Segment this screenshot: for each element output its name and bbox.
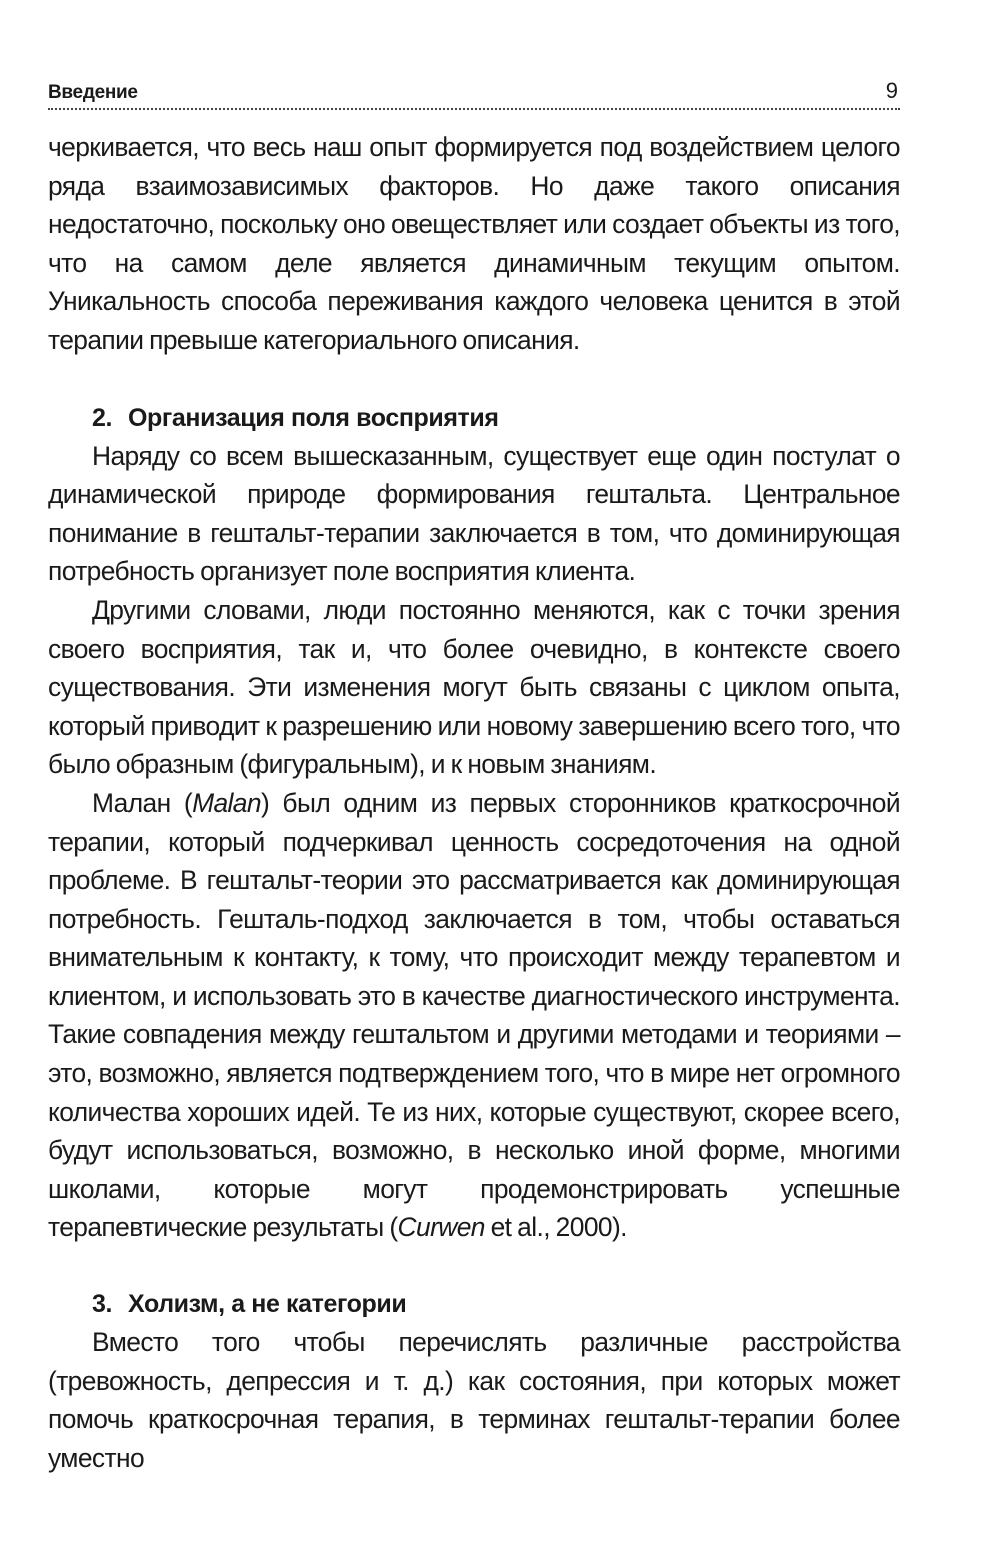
section-3-paragraph-1: Вместо того чтобы перечислять различные расстройства (тревожность, депрессия и т. д.) как состояния, при которых может помочь краткосрочная терапия, в терминах гештальт-терапии более уместно [48, 1327, 900, 1473]
paragraph-text: ) был одним из первых сторонников краткосрочной терапии, который подчеркивал ценность сосредоточения на одной проблеме. В гештальт-теории это рассматривается как доминирующая потребность. Гешталь-подход заключается в том, чтобы оставаться внимательным к контакту, к тому, что происходит между терапевтом и клиентом, и использовать это в качестве диагностического инструмента. Такие совпадения между гештальтом и другими методами и теориями – это, возможно, является подтверждением того, что в мире нет огромного количества хороших идей. Те из них, которые существуют, скорее всего, будут использоваться, возможно, в несколько иной форме, многими школами, которые могут продемонстрировать успешные терапевтические результаты ( [48, 787, 900, 1243]
citation-curwen: Curwen [397, 1212, 485, 1243]
section-title-2: Организация поля восприятия [128, 403, 499, 432]
paragraph-text: et al., 2000). [484, 1212, 627, 1243]
section-number-3: 3. [92, 1290, 113, 1319]
page-number: 9 [885, 78, 898, 103]
section-2-paragraph-2: Другими словами, люди постоянно меняются, как с точки зрения своего восприятия, так и, что более очевидно, в контексте своего существования. Эти изменения могут быть связаны с циклом опыта, который приводит к разрешению или новому завершению всего того, что было образным (фигуральным), и к новым знаниям. [48, 594, 900, 780]
running-header [48, 70, 900, 110]
section-number-2: 2. [92, 403, 113, 432]
section-2-paragraph-1: Наряду со всем вышесказанным, существует еще один постулат о динамической природе формирования гештальта. Центральное понимание в гештальт-терапии заключается в том, что доминирующая потребность организует поле восприятия клиента. [48, 440, 900, 587]
intro-paragraph: черкивается, что весь наш опыт формируется под воздействием целого ряда взаимозависимых факторов. Но даже такого описания недостаточно, поскольку оно овеществляет или создает объекты из того, что на самом деле является динамичным текущим опытом. Уникальность способа переживания каждого человека ценится в этой терапии превыше категориального описания. [48, 132, 900, 355]
paragraph-text: Малан ( [92, 787, 193, 818]
citation-malan: Malan [192, 787, 261, 818]
book-page [48, 70, 900, 1477]
section-heading-2 [48, 399, 900, 437]
section-2-paragraph-3 [48, 784, 900, 1247]
section-title-3: Холизм, а не категории [128, 1290, 407, 1319]
section-heading-3 [48, 1285, 900, 1323]
running-title: Введение [48, 82, 138, 103]
